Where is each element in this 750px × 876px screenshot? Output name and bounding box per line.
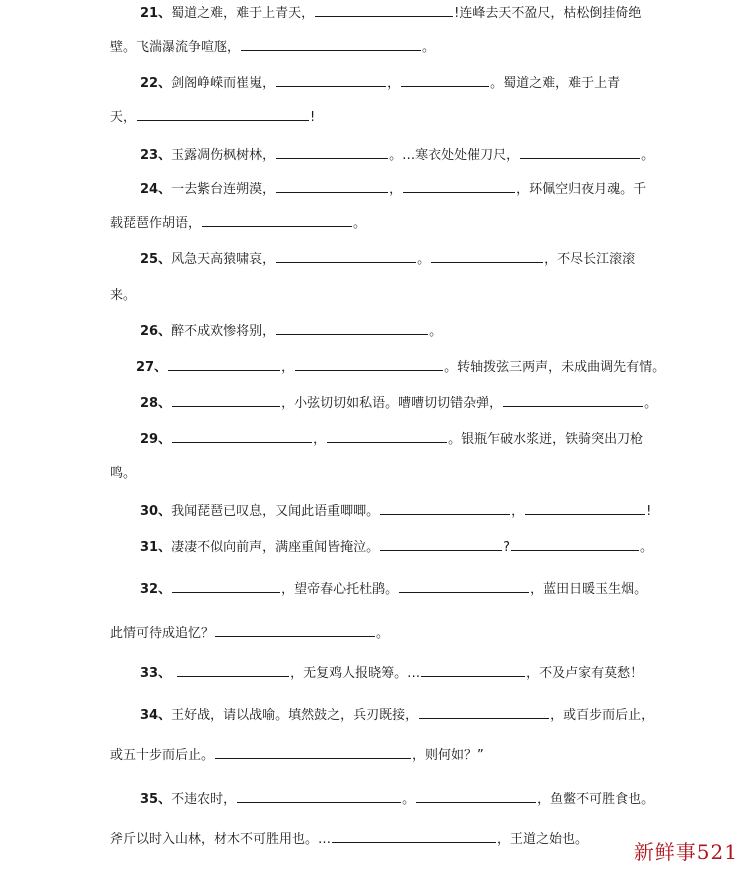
- question-32-line-1: [140, 576, 647, 600]
- question-35-line-2: [110, 826, 588, 850]
- question-text: 王好战，请以战喻。填然鼓之，兵刃既接，: [171, 708, 419, 723]
- question-text: 玉露凋伤枫树林，: [171, 148, 276, 163]
- question-29-line-2: [110, 462, 136, 486]
- question-24-line-1: [140, 176, 646, 200]
- question-text: 。: [376, 626, 390, 641]
- answer-blank[interactable]: [332, 826, 496, 843]
- question-text: 。: [641, 148, 655, 163]
- question-23-line-1: [140, 142, 654, 166]
- question-text: 。: [644, 396, 658, 411]
- answer-blank[interactable]: [416, 786, 536, 803]
- answer-blank[interactable]: [276, 318, 428, 335]
- question-number: 28、: [140, 396, 172, 411]
- watermark-text: 新鲜事521: [633, 840, 738, 864]
- question-text: ，则何如？”: [412, 748, 484, 763]
- question-text: !: [310, 110, 316, 125]
- answer-blank[interactable]: [215, 742, 411, 759]
- answer-blank[interactable]: [241, 34, 421, 51]
- question-30-line-1: [140, 498, 651, 522]
- question-number: 31、: [140, 540, 172, 555]
- question-number: 25、: [140, 252, 172, 267]
- question-text: ，不及卢家有莫愁！: [526, 666, 644, 681]
- answer-blank[interactable]: [520, 142, 640, 159]
- question-number: 26、: [140, 324, 172, 339]
- question-33-line-1: [140, 660, 643, 684]
- answer-blank[interactable]: [276, 246, 416, 263]
- question-27-line-1: [136, 354, 665, 378]
- question-text: 。: [429, 324, 443, 339]
- question-text: 醉不成欢惨将别，: [171, 324, 276, 339]
- question-21-line-2: [110, 34, 435, 58]
- question-number: 34、: [140, 708, 172, 723]
- question-29-line-1: [140, 426, 643, 450]
- answer-blank[interactable]: [380, 498, 510, 515]
- question-text: 载琵琶作胡语，: [110, 216, 202, 231]
- question-25-line-2: [110, 284, 136, 308]
- question-text: 。: [422, 40, 436, 55]
- answer-blank[interactable]: [177, 660, 289, 677]
- answer-blank[interactable]: [421, 660, 525, 677]
- question-text: 。: [402, 792, 416, 807]
- answer-blank[interactable]: [503, 390, 643, 407]
- question-24-line-2: [110, 210, 366, 234]
- question-text: 斧斤以时入山林，材木不可胜用也。…: [110, 832, 332, 847]
- question-text: 风急天高猿啸哀，: [171, 252, 276, 267]
- question-text: ，环佩空归夜月魂。千: [516, 182, 647, 197]
- question-text: 壁。飞湍瀑流争喧豗，: [110, 40, 241, 55]
- answer-blank[interactable]: [295, 354, 443, 371]
- answer-blank[interactable]: [276, 176, 388, 193]
- answer-blank[interactable]: [419, 702, 549, 719]
- question-text: ?: [503, 540, 511, 555]
- question-number: 21、: [140, 6, 172, 21]
- question-number: 23、: [140, 148, 172, 163]
- question-number: 27、: [136, 360, 168, 375]
- question-text: 鸣。: [110, 466, 137, 481]
- answer-blank[interactable]: [172, 426, 312, 443]
- question-number: 33、: [140, 666, 172, 681]
- question-text: ，: [281, 360, 295, 375]
- answer-blank[interactable]: [172, 390, 280, 407]
- question-text: 。转轴拨弦三两声，未成曲调先有情。: [444, 360, 666, 375]
- answer-blank[interactable]: [380, 534, 502, 551]
- answer-blank[interactable]: [401, 70, 489, 87]
- answer-blank[interactable]: [137, 104, 309, 121]
- question-number: 30、: [140, 504, 172, 519]
- question-text: 。…寒衣处处催刀尺，: [389, 148, 520, 163]
- question-text: 剑阁峥嵘而崔嵬，: [171, 76, 276, 91]
- question-number: 24、: [140, 182, 172, 197]
- question-25-line-1: [140, 246, 635, 270]
- question-text: ，无复鸡人报晓筹。…: [290, 666, 421, 681]
- question-text: 一去紫台连朔漠，: [171, 182, 276, 197]
- question-number: 22、: [140, 76, 172, 91]
- question-number: 35、: [140, 792, 172, 807]
- question-22-line-2: [110, 104, 315, 128]
- question-number: 29、: [140, 432, 172, 447]
- question-text: 我闻琵琶已叹息，又闻此语重唧唧。: [171, 504, 380, 519]
- question-text: ，不尽长江滚滚: [544, 252, 636, 267]
- answer-blank[interactable]: [525, 498, 645, 515]
- question-text: ，鱼鳖不可胜食也。: [537, 792, 655, 807]
- question-31-line-1: [140, 534, 653, 558]
- question-text: 凄凄不似向前声，满座重闻皆掩泣。: [171, 540, 380, 555]
- answer-blank[interactable]: [327, 426, 447, 443]
- question-34-line-2: [110, 742, 484, 766]
- answer-blank[interactable]: [168, 354, 280, 371]
- answer-blank[interactable]: [172, 576, 280, 593]
- question-text: 。银瓶乍破水浆迸，铁骑突出刀枪: [448, 432, 644, 447]
- answer-blank[interactable]: [315, 0, 453, 17]
- question-32-line-2: [110, 620, 389, 644]
- question-text: 蜀道之难，难于上青天，: [171, 6, 315, 21]
- question-21-line-1: [140, 0, 641, 24]
- answer-blank[interactable]: [237, 786, 401, 803]
- question-number: 32、: [140, 582, 172, 597]
- question-text: 。: [353, 216, 367, 231]
- question-text: !: [646, 504, 652, 519]
- answer-blank[interactable]: [215, 620, 375, 637]
- question-text: 。蜀道之难，难于上青: [490, 76, 621, 91]
- question-text: 。: [640, 540, 654, 555]
- question-text: ，: [511, 504, 525, 519]
- question-22-line-1: [140, 70, 620, 94]
- question-text: ，: [389, 182, 403, 197]
- question-text: ，蓝田日暖玉生烟。: [530, 582, 648, 597]
- answer-blank[interactable]: [403, 176, 515, 193]
- question-text: ，: [387, 76, 401, 91]
- question-text: 此情可待成追忆？: [110, 626, 215, 641]
- answer-blank[interactable]: [511, 534, 639, 551]
- question-text: 。: [417, 252, 431, 267]
- question-text: ，: [313, 432, 327, 447]
- answer-blank[interactable]: [202, 210, 352, 227]
- question-text: 来。: [110, 288, 137, 303]
- question-text: ，望帝春心托杜鹃。: [281, 582, 399, 597]
- question-text: 或五十步而后止。: [110, 748, 215, 763]
- answer-blank[interactable]: [431, 246, 543, 263]
- question-26-line-1: [140, 318, 442, 342]
- question-35-line-1: [140, 786, 654, 810]
- question-34-line-1: [140, 702, 654, 726]
- question-28-line-1: [140, 390, 657, 414]
- question-text: 天，: [110, 110, 137, 125]
- answer-blank[interactable]: [276, 142, 388, 159]
- question-text: ，王道之始也。: [497, 832, 589, 847]
- answer-blank[interactable]: [399, 576, 529, 593]
- answer-blank[interactable]: [276, 70, 386, 87]
- question-text: 不违农时，: [171, 792, 237, 807]
- question-text: ，小弦切切如私语。嘈嘈切切错杂弹，: [281, 396, 503, 411]
- question-text: ，或百步而后止，: [550, 708, 655, 723]
- question-text: !连峰去天不盈尺，枯松倒挂倚绝: [454, 6, 642, 21]
